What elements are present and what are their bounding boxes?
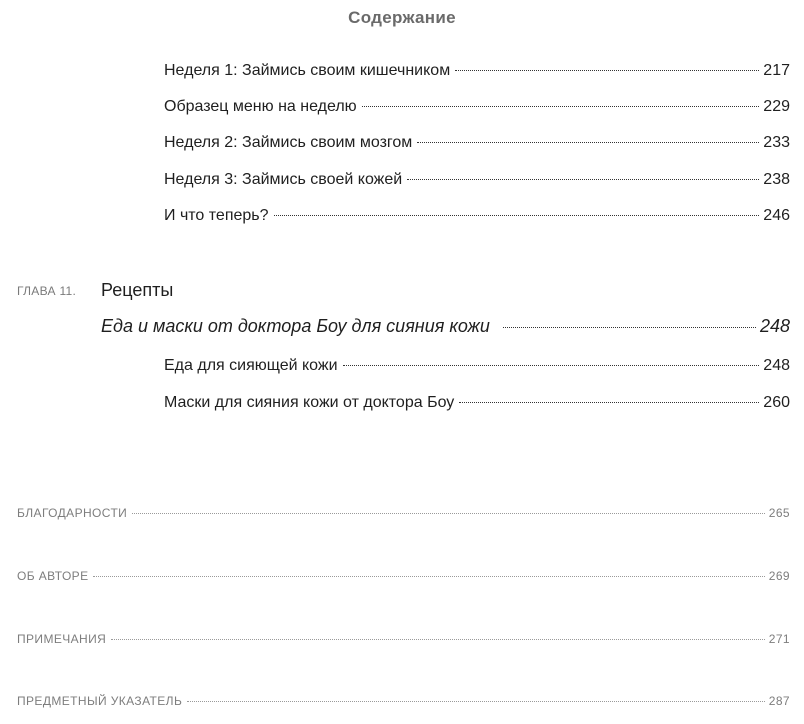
dot-leader — [132, 513, 765, 514]
toc-entry-label: Неделя 2: Займись своим мозгом — [164, 134, 413, 151]
dot-leader — [93, 576, 764, 577]
toc-entry-page: 233 — [763, 134, 790, 151]
toc-back-page: 265 — [768, 506, 790, 520]
toc-entry-label: И что теперь? — [164, 207, 269, 224]
toc-entry-label: Образец меню на неделю — [164, 98, 357, 115]
dot-leader — [417, 142, 759, 143]
toc-entry[interactable] — [164, 394, 790, 416]
toc-entry[interactable] — [164, 134, 790, 156]
dot-leader — [459, 402, 759, 403]
toc-entry[interactable] — [164, 98, 790, 120]
toc-back-entry[interactable] — [17, 506, 790, 524]
toc-entry[interactable] — [164, 171, 790, 193]
toc-back-label: ПРИМЕЧАНИЯ — [17, 632, 107, 646]
toc-entry-label: Еда для сияющей кожи — [164, 357, 338, 374]
toc-entry[interactable] — [164, 62, 790, 84]
toc-back-page: 271 — [768, 632, 790, 646]
toc-entry-page: 238 — [763, 171, 790, 188]
toc-back-label: ОБ АВТОРЕ — [17, 569, 89, 583]
dot-leader — [187, 701, 765, 702]
toc-back-entry[interactable] — [17, 632, 790, 650]
toc-section-page: 248 — [759, 316, 790, 336]
dot-leader — [111, 639, 765, 640]
toc-entry[interactable] — [164, 357, 790, 379]
toc-back-entry[interactable] — [17, 569, 790, 587]
dot-leader — [503, 327, 756, 328]
toc-back-label: ПРЕДМЕТНЫЙ УКАЗАТЕЛЬ — [17, 694, 183, 708]
toc-entry-label: Неделя 3: Займись своей кожей — [164, 171, 403, 188]
toc-section-label: Еда и маски от доктора Боу для сияния кожи — [101, 316, 490, 336]
toc-entry-page: 217 — [763, 62, 790, 79]
chapter-title[interactable]: Рецепты — [101, 280, 174, 300]
dot-leader — [455, 70, 759, 71]
toc-section-entry[interactable] — [101, 316, 790, 342]
toc-back-label: БЛАГОДАРНОСТИ — [17, 506, 128, 520]
dot-leader — [343, 365, 760, 366]
toc-back-entry[interactable] — [17, 694, 790, 712]
toc-back-page: 269 — [768, 569, 790, 583]
toc-entry-label: Неделя 1: Займись своим кишечником — [164, 62, 451, 79]
toc-entry-page: 248 — [763, 357, 790, 374]
dot-leader — [274, 215, 760, 216]
dot-leader — [407, 179, 759, 180]
toc-entry-page: 229 — [763, 98, 790, 115]
chapter-number-label: ГЛАВА 11. — [17, 284, 77, 298]
dot-leader — [362, 106, 760, 107]
toc-entry-page: 246 — [763, 207, 790, 224]
toc-entry[interactable] — [164, 207, 790, 229]
page-title: Содержание — [348, 8, 456, 27]
toc-entry-label: Маски для сияния кожи от доктора Боу — [164, 394, 455, 411]
toc-entry-page: 260 — [763, 394, 790, 411]
toc-back-page: 287 — [768, 694, 790, 708]
